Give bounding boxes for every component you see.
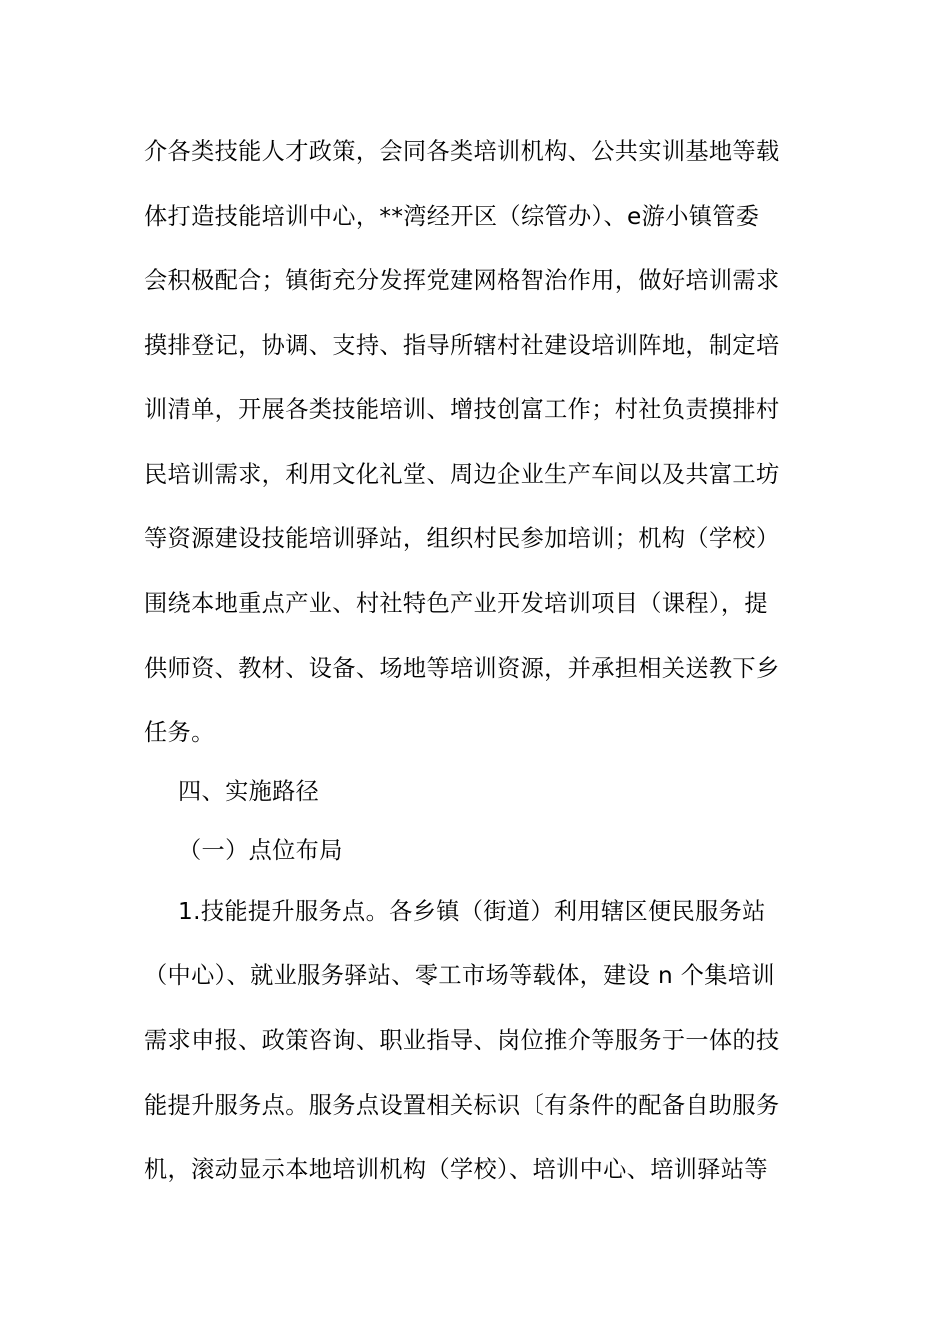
body-text-line: 需求申报、政策咨询、职业指导、岗位推介等服务于一体的技 — [144, 1027, 780, 1054]
body-text-line: 摸排登记，协调、支持、指导所辖村社建设培训阵地，制定培 — [144, 332, 780, 359]
body-text-line: 机，滚动显示本地培训机构（学校）、培训中心、培训驿站等 — [144, 1156, 768, 1183]
section-heading: 四、实施路径 — [178, 778, 320, 805]
body-text-line: 围绕本地重点产业、村社特色产业开发培训项目（课程），提 — [144, 590, 768, 617]
body-text-line: 民培训需求，利用文化礼堂、周边企业生产车间以及共富工坊 — [144, 461, 780, 488]
body-text-line: 供师资、教材、设备、场地等培训资源，并承担相关送教下乡 — [144, 655, 780, 682]
body-text-line: 能提升服务点。服务点设置相关标识〔有条件的配备自助服务 — [144, 1092, 780, 1119]
body-text-line: 任务。 — [144, 719, 215, 746]
body-text-line: 介各类技能人才政策，会同各类培训机构、公共实训基地等载 — [144, 138, 780, 165]
subsection-heading: （一）点位布局 — [178, 837, 343, 864]
body-text-line: 会积极配合；镇街充分发挥党建网格智治作用，做好培训需求 — [144, 267, 780, 294]
body-text-line: 1.技能提升服务点。各乡镇（街道）利用辖区便民服务站 — [178, 898, 766, 925]
body-text-line: 训清单，开展各类技能培训、增技创富工作；村社负责摸排村 — [144, 396, 780, 423]
body-text-line: （中心）、就业服务驿站、零工市场等载体，建设 n 个集培训 — [144, 962, 775, 989]
body-text-line: 体打造技能培训中心，**湾经开区（综管办）、e游小镇管委 — [144, 203, 760, 230]
body-text-line: 等资源建设技能培训驿站，组织村民参加培训；机构（学校） — [144, 525, 780, 552]
